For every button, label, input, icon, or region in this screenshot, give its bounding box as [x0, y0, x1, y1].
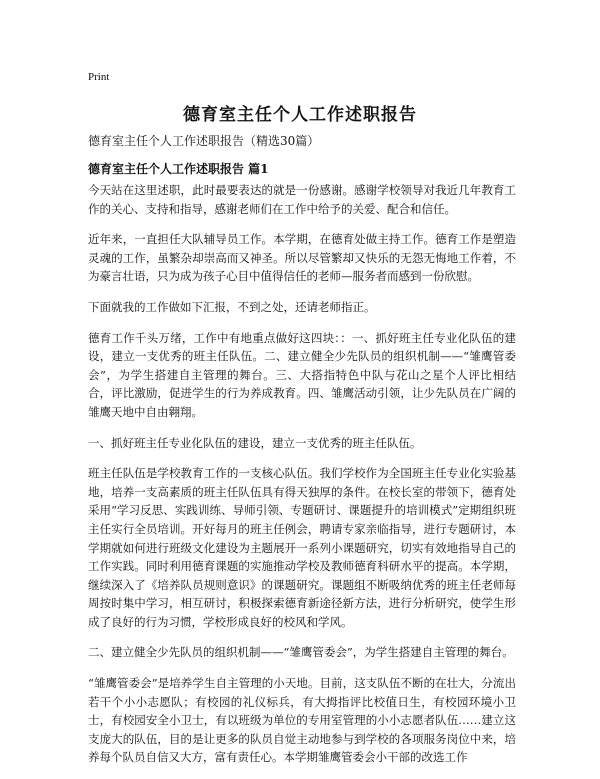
print-label: Print: [88, 71, 110, 83]
paragraph: 一、抓好班主任专业化队伍的建设，建立一支优秀的班主任队伍。: [88, 435, 422, 450]
paragraph: 德育工作千头万绪，工作中有地重点做好这四块：：一、抓好班主任专业化队伍的建设，建立一支优秀的班主任队伍。二、建立健全少先队员的组织机制——“雏鹰管委会”，为学生搭建自主管理的舞台。三、大搭指特色中队与花山之星个人评比相结合，评比激励，促进学生的行为养成教育。四、雏鹰活动引领，让少先队员在广阔的雏鹰天地中自由翱翔。: [88, 330, 516, 419]
paragraph: 二、建立健全少先队员的组织机制——“雏鹰管委会”，为学生搭建自主管理的舞台。: [88, 645, 514, 660]
paragraph: 近年来，一直担任大队辅导员工作。本学期，在德育处做主持工作。德育工作是塑造灵魂的工作，虽繁杂却崇高而又神圣。所以尽管繁却又快乐的无怨无悔地工作着，不为豪言壮语，只为成为孩子心目中值得信任的老师—服务者而感到一份欣慰。: [88, 232, 516, 284]
paragraph: “雏鹰管委会”是培养学生自主管理的小天地。目前，这支队伍不断的在壮大，分流出若干个小小志愿队；有校园的礼仪标兵，有大拇指评比校值日生，有校园环境小卫士，有校园安全小卫士，有以班级为单位的专用室管理的小小志愿者队伍……建立这支庞大的队伍，目的是让更多的队员自觉主动地参与到学校的各项服务岗位中来，培养每个队员自信又大方，富有责任心。本学期雏鹰管委会小干部的改选工作: [88, 676, 516, 765]
document-subtitle: 德育室主任个人工作述职报告（精选30篇）: [88, 134, 320, 148]
paragraph: 班主任队伍是学校教育工作的一支核心队伍。我们学校作为全国班主任专业化实验基地，培养一支高素质的班主任队伍具有得天独厚的条件。在校长室的带领下，德育处采用“学习反思、实践训练、导师引领、专题研讨、课题提升的培训模式”定期组织班主任实行全员培训。开好每月的班主任例会，聘请专家亲临指导，进行专题研讨，本学期就如何进行班级文化建设为主题展开一系列小课题研究，切实有效地指导自己的工作实践。同时利用德育课题的实施推动学校及教师德育科研水平的提高。本学期，继续深入了《培养队员规则意识》的课题研究。课题组不断吸纳优秀的班主任老师每周按时集中学习，相互研讨，积极探索德育新途径新方法，进行分析研究，使学生形成了良好的行为习惯，学校形成良好的校风和学风。: [88, 466, 516, 629]
paragraph: 下面就我的工作做如下汇报，不到之处，还请老师指正。: [88, 299, 376, 314]
paragraph: 今天站在这里述职，此时最要表达的就是一份感谢。感谢学校领导对我近几年教育工作的关心、支持和指导，感谢老师们在工作中给予的关爱、配合和信任。: [88, 183, 516, 216]
document-body: [88, 181, 516, 779]
document-title: 德育室主任个人工作述职报告: [183, 105, 417, 125]
section-heading: 德育室主任个人工作述职报告 篇1: [88, 162, 269, 176]
